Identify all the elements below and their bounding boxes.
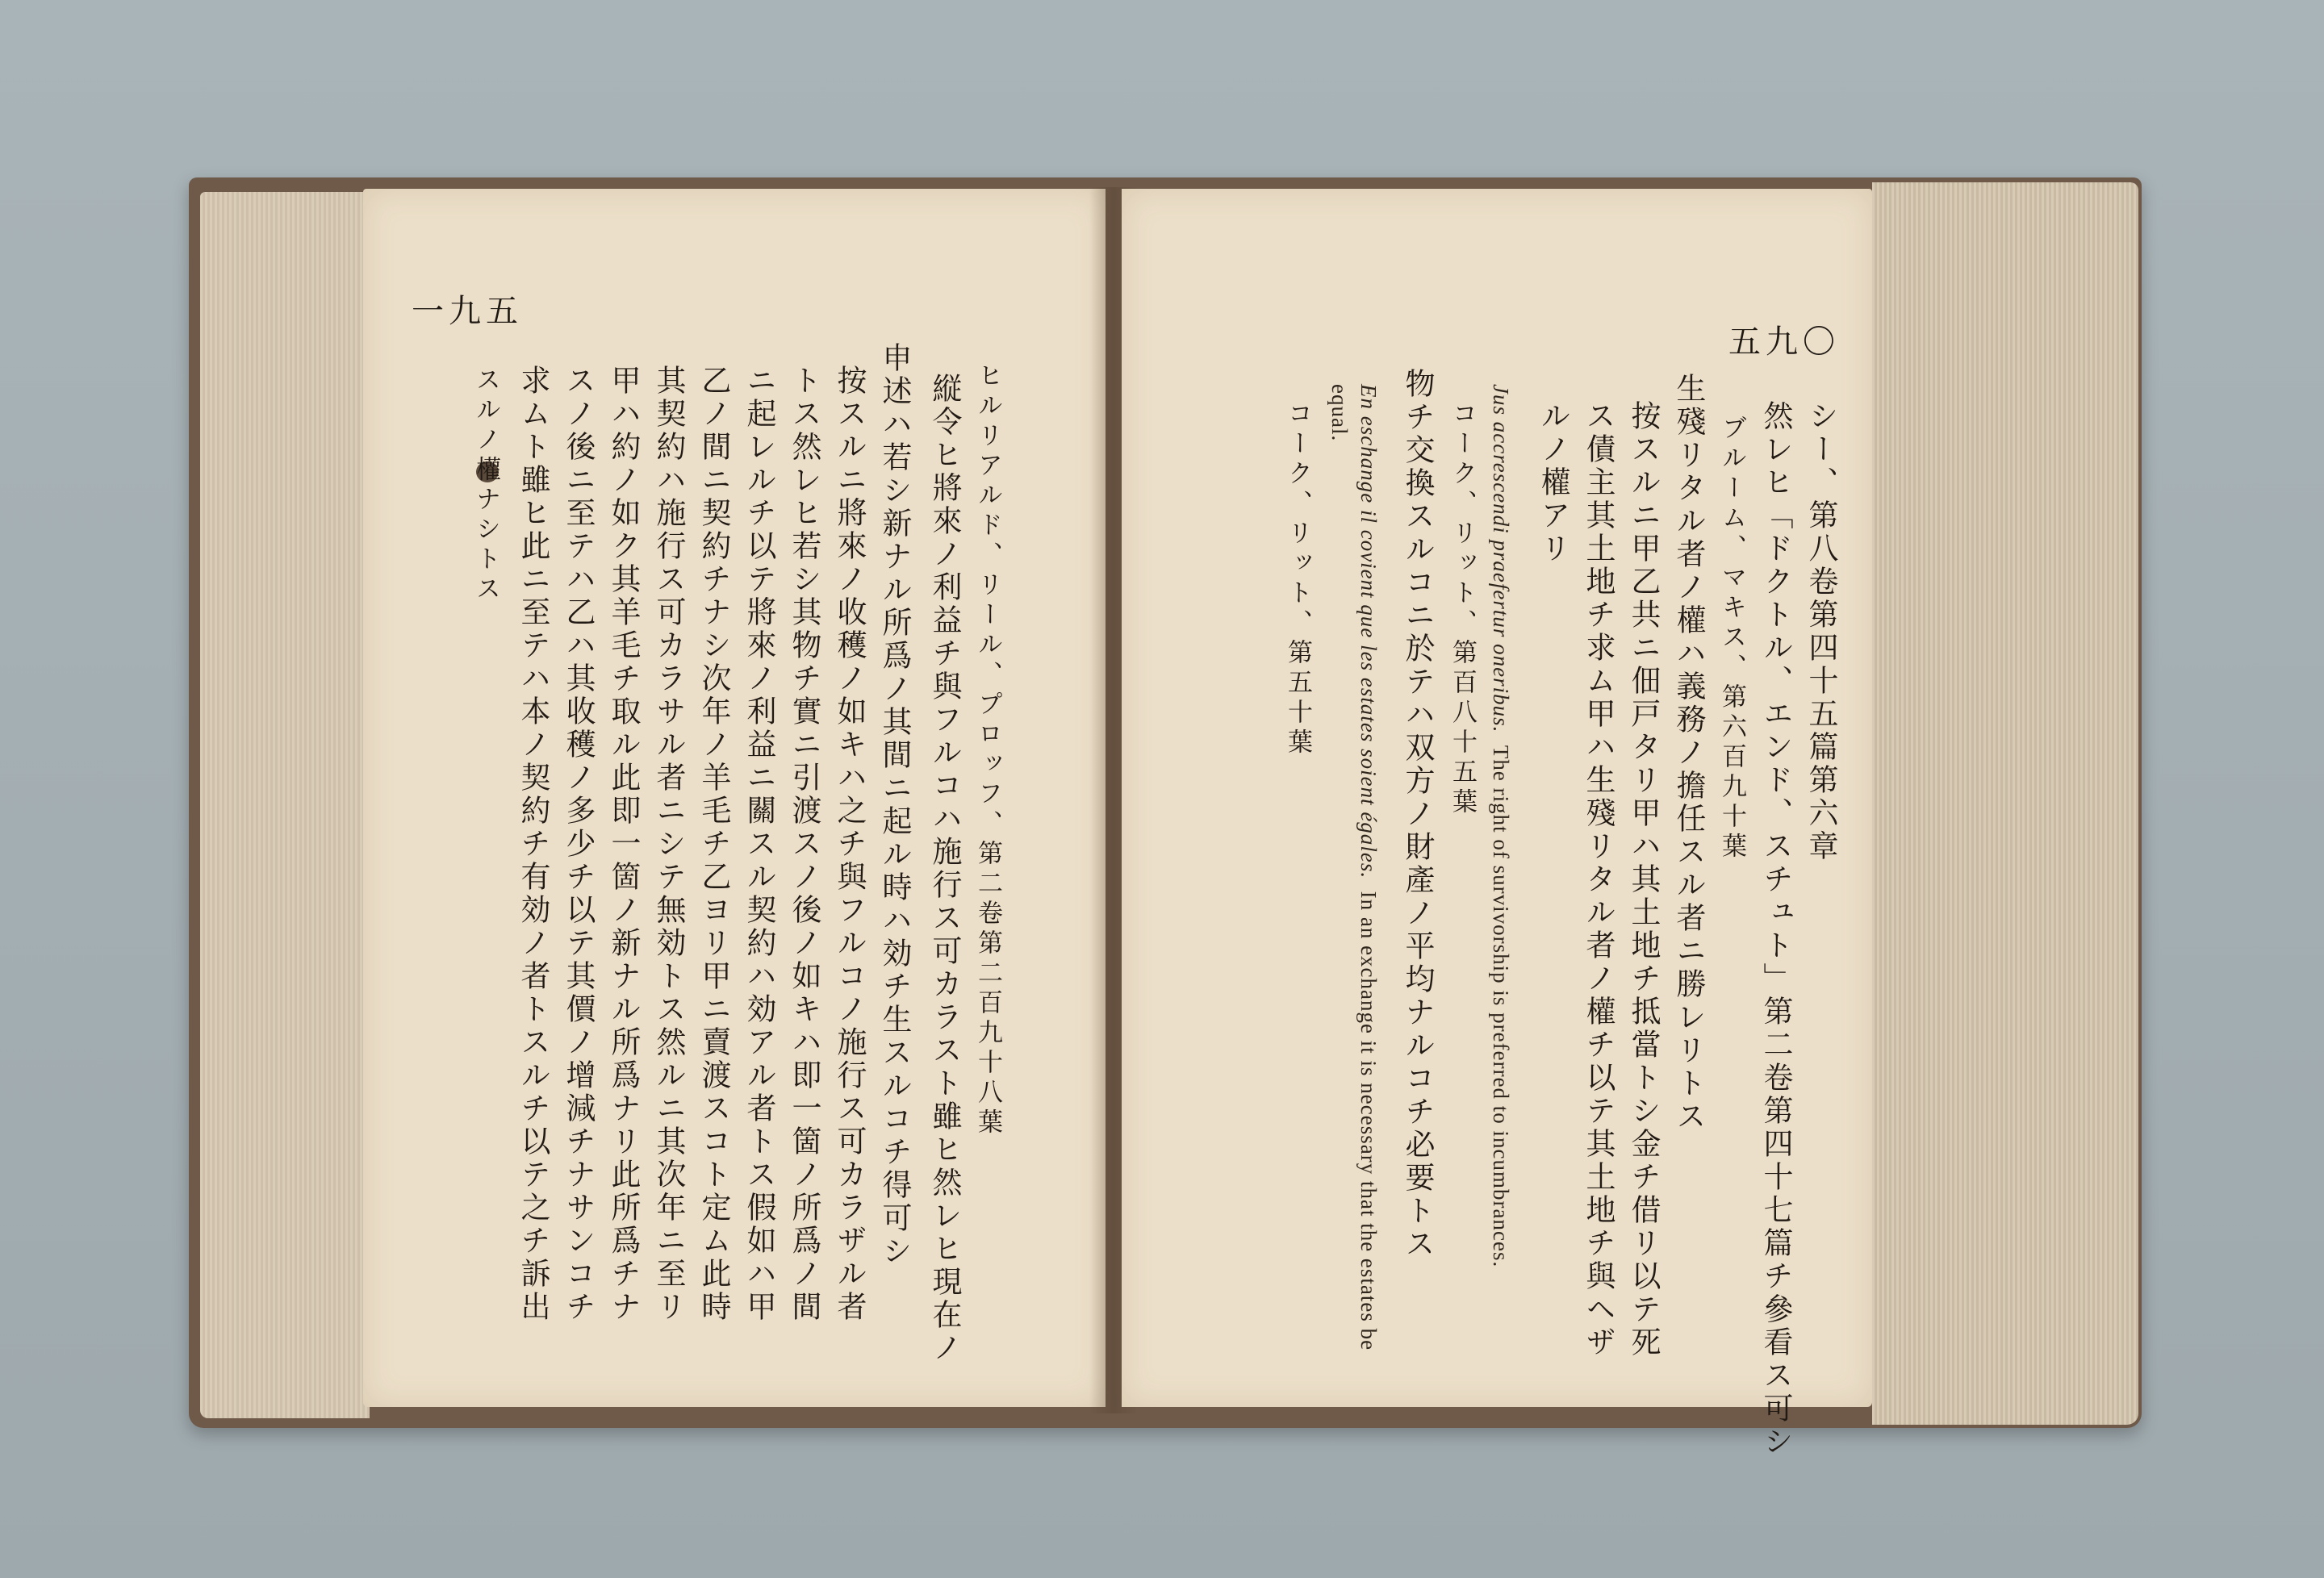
latin-maxim-2: En eschange il covient que les estates soient égales.: [1356, 384, 1381, 879]
left-page-edges: [200, 192, 370, 1418]
english-translation-2-continued: equal.: [1327, 384, 1352, 442]
left-column-5: ニ起レルチ以テ將來ノ利益ニ關スル契約ハ効アル者トス假如ハ甲: [742, 365, 776, 1324]
english-translation-2: In an exchange it is necessary that the estates be: [1356, 891, 1381, 1351]
right-column-5: ルノ權アリ: [1536, 400, 1570, 566]
left-column-3: 按スルニ將來ノ收穫ノ如キハ之チ與フルコノ施行ス可カラザル者: [832, 365, 867, 1324]
english-translation-1: The right of survivorship is preferred to incumbrances.: [1489, 745, 1513, 1268]
left-column-7: 其契約ハ施行ス可カラサル者ニシテ無効トス然ルニ其次年ニ至リ: [651, 365, 686, 1324]
right-latin-english-1: [1490, 384, 1511, 1267]
right-column-6: 物チ交換スルコニ於テハ双方ノ財產ノ平均ナルコチ必要トス: [1400, 368, 1435, 1261]
left-column-1: 縦令ヒ將來ノ利益チ與フルコハ施行ス可カラスト雖ヒ然レヒ現在ノ: [927, 373, 962, 1365]
right-latin-english-2: [1357, 384, 1379, 1350]
right-page-number: 五九〇: [1728, 324, 1840, 361]
left-column-9: スノ後ニ至テハ乙ハ其收穫ノ多少チ以テ其價ノ增減チナサンコチ: [561, 365, 596, 1324]
right-page-edges: [1872, 182, 2138, 1425]
left-column-10: 求ムト雖ヒ此ニ至テハ本ノ契約チ有効ノ者トスルチ以テ之チ訴出: [516, 365, 550, 1324]
left-column-2: 申述ハ若シ新ナル所爲ノ其間ニ起ル時ハ効チ生スルコチ得可シ: [877, 342, 912, 1268]
right-column-1: 然レヒ「ドクトル、エンド、スチュト」第二卷第四十七篇チ參看ス可シ: [1758, 400, 1793, 1459]
right-header-citation: シー、第八卷第四十五篇第六章: [1804, 400, 1838, 863]
left-page-number: 一九五: [412, 293, 523, 330]
right-citation-3: コーク、リット、第五十葉: [1283, 400, 1312, 758]
right-citation-1: ブルーム、マキス、第六百九十葉: [1717, 415, 1746, 862]
left-column-11: スルノ權ナシトス: [471, 366, 500, 605]
right-citation-2: コーク、リット、第百八十五葉: [1448, 400, 1477, 818]
left-page: [363, 189, 1106, 1407]
left-column-8: 甲ハ約ノ如ク其羊毛チ取ル此即一箇ノ新ナル所爲ナリ此所爲チナ: [606, 365, 641, 1324]
left-column-4: トス然レヒ若シ其物チ實ニ引渡スノ後ノ如キハ即一箇ノ所爲ノ間: [787, 365, 821, 1324]
right-page: [1122, 189, 1872, 1459]
open-book: [194, 177, 2146, 1459]
right-column-4: ス債主其土地チ求ム甲ハ生殘リタル者ノ權チ以テ其土地チ與ヘザ: [1581, 400, 1616, 1359]
right-column-2: 生殘リタル者ノ權ハ義務ノ擔任スル者ニ勝レリトス: [1671, 373, 1706, 1133]
left-citation: ヒルリアルド、リール、プロッフ、第二卷第二百九十八葉: [973, 362, 1002, 1138]
right-column-3: 按スルニ甲乙共ニ佃戸タリ甲ハ其土地チ抵當トシ金チ借リ以テ死: [1626, 400, 1661, 1359]
latin-maxim-1: Jus accrescendi praefertur oneribus.: [1489, 384, 1513, 733]
left-column-6: 乙ノ間ニ契約チナシ次年ノ羊毛チ乙ヨリ甲ニ賣渡スコト定ム此時: [696, 365, 731, 1324]
